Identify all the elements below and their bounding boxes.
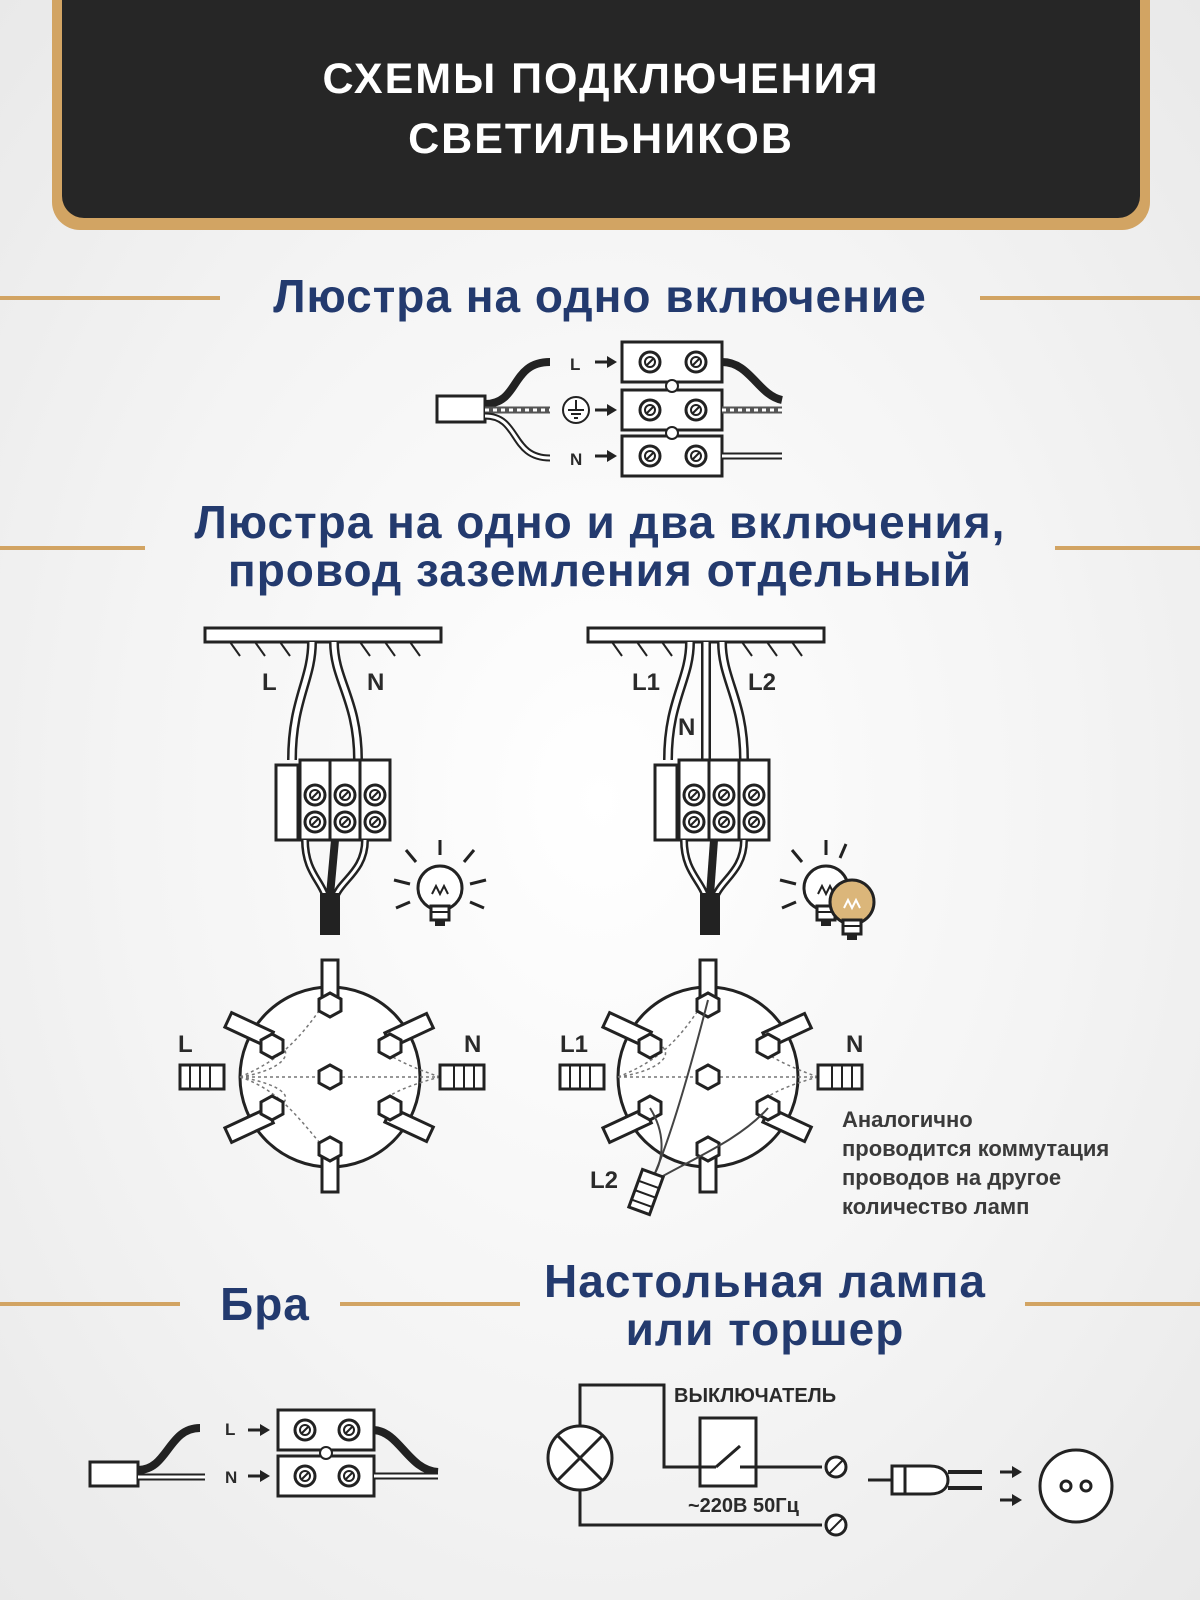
wire-connector-n-right	[818, 1065, 862, 1089]
junction-right-label-l1: L1	[560, 1031, 589, 1058]
wire-n	[485, 416, 550, 458]
label-l: L	[570, 355, 581, 374]
cable-right	[700, 893, 720, 935]
label-right-n: N	[678, 714, 696, 741]
heading-lamp-line1: Настольная лампа	[544, 1255, 986, 1307]
voltage-label: ~220В 50Гц	[688, 1495, 799, 1517]
ground-icon	[563, 397, 589, 423]
banner-title-line2: СВЕТИЛЬНИКОВ	[408, 115, 794, 163]
label-left-l: L	[262, 669, 277, 696]
sconce-cable-sheath	[90, 1462, 138, 1486]
sconce-label-l: L	[225, 1420, 236, 1439]
sconce-diagram	[90, 1410, 438, 1496]
ceiling-right	[588, 628, 824, 642]
double-diagram-left	[205, 628, 486, 935]
heading-lamp-line2: или торшер	[625, 1303, 905, 1355]
wire-connector-l2	[629, 1169, 663, 1214]
bulb-icon-gold	[830, 880, 874, 940]
table-lamp-diagram	[548, 1385, 1112, 1535]
terminal-circle-top	[826, 1457, 846, 1477]
ceiling-left	[205, 628, 441, 642]
note-line2: проводится коммутация	[842, 1136, 1110, 1161]
terminal-circle-bottom	[826, 1515, 846, 1535]
heading-double-line1: Люстра на одно и два включения,	[194, 496, 1006, 548]
lamp-symbol-icon	[548, 1426, 612, 1490]
note-line1: Аналогично	[842, 1107, 973, 1132]
out-wire-l	[722, 362, 782, 400]
wire-connector-l1	[560, 1065, 604, 1089]
wire-connector-l	[180, 1065, 224, 1089]
note-line4: количество ламп	[842, 1194, 1030, 1219]
heading-double-line2: провод заземления отдельный	[227, 544, 973, 596]
switch-symbol	[700, 1418, 756, 1486]
heading-single-switch: Люстра на одно включение	[273, 270, 927, 322]
junction-right-label-n: N	[846, 1031, 864, 1058]
single-switch-diagram	[437, 342, 782, 476]
banner-title-line1: СХЕМЫ ПОДКЛЮЧЕНИЯ	[322, 55, 880, 103]
double-diagram-right	[588, 628, 874, 940]
switch-label: ВЫКЛЮЧАТЕЛЬ	[674, 1385, 837, 1407]
wire-connector-n	[440, 1065, 484, 1089]
terminal-block-right	[655, 760, 769, 840]
junction-left	[178, 960, 484, 1192]
label-right-l2: L2	[748, 669, 777, 696]
note-line3: проводов на другое	[842, 1165, 1062, 1190]
terminal-block-left	[276, 760, 390, 840]
label-left-n: N	[367, 669, 385, 696]
sconce-terminal-block	[278, 1410, 374, 1496]
cable-left	[320, 893, 340, 935]
plug-icon	[868, 1466, 982, 1494]
cable-sheath	[437, 396, 485, 422]
socket-icon	[1040, 1450, 1112, 1522]
junction-right	[560, 960, 863, 1215]
label-right-l1: L1	[632, 669, 661, 696]
junction-left-label-l: L	[178, 1031, 193, 1058]
bulb-icon-left	[394, 840, 486, 926]
terminal-block	[622, 342, 722, 476]
label-n: N	[570, 450, 583, 469]
wire-l	[485, 362, 550, 404]
sconce-label-n: N	[225, 1468, 238, 1487]
heading-sconce: Бра	[220, 1278, 310, 1330]
junction-left-label-n: N	[464, 1031, 482, 1058]
junction-right-label-l2: L2	[590, 1167, 619, 1194]
